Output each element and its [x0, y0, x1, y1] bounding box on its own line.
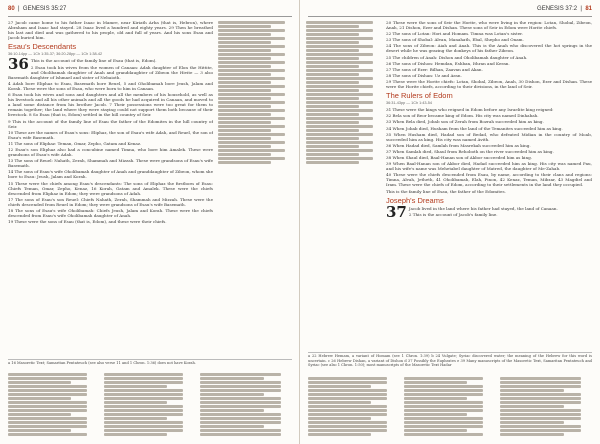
left-footnote-rule: [8, 359, 292, 360]
study-note-line: [500, 405, 564, 408]
study-note-line: [404, 429, 467, 432]
study-note-line: [104, 433, 167, 436]
section-parallel-refs: 36:10-14pp — 1Ch 1:35-37; 36:20-28pp — 1Ch 1:38-42: [8, 52, 103, 57]
study-note-line: [404, 425, 483, 428]
cross-reference-line: [306, 37, 373, 40]
study-note-line: [200, 421, 281, 424]
study-note-line: [308, 401, 371, 404]
cross-reference-line: [306, 161, 359, 164]
cross-reference-line: [218, 145, 271, 148]
left-study-notes-col-3: [200, 372, 292, 438]
verse-paragraph: 35 When Husham died, Hadad son of Bedad, who defeated Midian in the country of Moab, succeeded him as king. His city was named Avith.: [386, 131, 592, 142]
study-note-line: [104, 397, 183, 400]
cross-reference-line: [306, 53, 373, 56]
study-note-line: [500, 401, 581, 404]
verse-paragraph: 2 Esau took his wives from the women of Canaan: Adah daughter of Elon the Hittite, and Oholibamah daughter of Anah and granddaughter of Zibeon the Hivite — 3 also Basemath daughter of Ishmael and sister of Nebaioth.: [8, 64, 213, 80]
study-note-line: [308, 433, 371, 436]
study-note-line: [308, 417, 371, 420]
study-note-line: [308, 397, 387, 400]
verse-paragraph: 20 These were the sons of Seir the Horite, who were living in the region: Lotan, Shobal, Zibeon, Anah, 21 Dishon, Ezer and Dishan. These sons of Seir in Edom were Horite chiefs.: [386, 20, 592, 31]
study-note-line: [200, 429, 281, 432]
verse-paragraph: 22 The sons of Lotan: Hori and Homam. Timna was Lotan's sister.: [386, 31, 523, 37]
cross-reference-line: [218, 113, 271, 116]
verse-paragraph: 4 Adah bore Eliphaz to Esau, Basemath bore Reuel, 5 and Oholibamah bore Jeush, Jalam and Korah. These were the sons of Esau, who were born to him in Canaan.: [8, 80, 213, 91]
cross-reference-line: [218, 33, 271, 36]
right-cross-reference-column: [306, 20, 382, 165]
cross-reference-line: [306, 141, 373, 144]
verse-paragraph: 10 These are the names of Esau's sons: Eliphaz, the son of Esau's wife Adah, and Reuel, the son of Esau's wife Basemath.: [8, 129, 213, 140]
cross-reference-line: [218, 77, 285, 80]
cross-reference-line: [218, 85, 285, 88]
study-note-line: [8, 373, 87, 376]
study-note-line: [104, 413, 183, 416]
study-note-line: [404, 397, 467, 400]
verse-paragraph: 24 The sons of Zibeon: Aiah and Anah. This is the Anah who discovered the hot springs in the desert while he was grazing the donkeys of his father Zibeon.: [386, 43, 592, 54]
intro-paragraph: 27 Jacob came home to his father Isaac in Mamre, near Kiriath Arba (that is, Hebron), where Abraham and Isaac had stayed. 28 Isaac lived a hundred and eighty years. 29 Then he breathed his last and died and was gathered to his people, old and full of years. And his sons Esau and Jacob buried him.: [8, 20, 213, 41]
study-note-line: [8, 381, 71, 384]
right-study-notes-col-1: [308, 376, 398, 438]
verse-paragraph: 27 The sons of Ezer: Bilhan, Zaavan and Akan.: [386, 66, 483, 72]
left-study-notes-col-1: [8, 372, 98, 438]
left-footnote-text: a 16 Masoretic Text; Samaritan Pentateuch (see also verse 11 and 1 Chron. 1:36) does not have Korah.: [8, 361, 196, 365]
verse-paragraph: 9 This is the account of the family line of Esau the father of the Edomites in the hill country of Seir.: [8, 118, 213, 129]
right-head-rule: [308, 16, 592, 17]
left-study-notes-col-2: [104, 372, 194, 438]
left-main-column: [8, 20, 213, 358]
cross-reference-line: [306, 101, 373, 104]
study-note-line: [200, 393, 264, 396]
cross-reference-line: [218, 149, 285, 152]
study-note-line: [500, 433, 564, 436]
cross-reference-line: [218, 153, 271, 156]
study-note-line: [500, 397, 581, 400]
cross-reference-line: [218, 45, 285, 48]
study-note-line: [8, 385, 87, 388]
cross-reference-line: [218, 157, 285, 160]
study-note-line: [104, 393, 183, 396]
section-parallel-refs: 36:31-43pp — 1Ch 1:43-54: [386, 101, 433, 106]
study-note-line: [308, 413, 387, 416]
cross-reference-line: [218, 105, 271, 108]
study-note-line: [104, 405, 183, 408]
study-note-line: [8, 405, 87, 408]
left-head-rule: [8, 16, 292, 17]
study-note-line: [500, 377, 581, 380]
verse-paragraph: 12 Esau's son Eliphaz also had a concubine named Timna, who bore him Amalek. These were grandsons of Esau's wife Adah.: [8, 146, 213, 158]
cross-reference-line: [306, 93, 373, 96]
verse-paragraph: 28 The sons of Dishan: Uz and Aran.: [386, 72, 462, 78]
section-heading-josephs-dreams: Joseph's Dreams: [386, 195, 444, 205]
cross-reference-line: [306, 85, 373, 88]
study-note-line: [404, 401, 483, 404]
cross-reference-line: [306, 57, 359, 60]
study-note-line: [8, 401, 87, 404]
right-study-notes-col-2: [404, 376, 494, 438]
verse-paragraph: 39 When Baal-Hanan son of Akbor died, Hadad succeeded him as king. His city was named Pau, and his wife's name was Mehetabel daughter of Matred, the daughter of Me-Zahab.: [386, 161, 592, 172]
right-main-column: [386, 20, 592, 350]
right-running-head: GENESIS 37:2 | 81: [537, 6, 592, 12]
verse-paragraph: 32 Bela son of Beor became king of Edom. His city was named Dinhabah.: [386, 113, 539, 119]
cross-reference-line: [306, 25, 359, 28]
verse-paragraph: 33 When Bela died, Jobab son of Zerah from Bozrah succeeded him as king.: [386, 119, 544, 125]
study-note-line: [500, 413, 581, 416]
study-note-line: [404, 393, 483, 396]
study-note-line: [8, 393, 87, 396]
study-note-line: [104, 421, 183, 424]
cross-reference-line: [218, 93, 285, 96]
left-page-number: 80: [8, 6, 15, 12]
cross-reference-line: [218, 81, 271, 84]
cross-reference-line: [218, 25, 271, 28]
verse-paragraph: 38 When Shaul died, Baal-Hanan son of Akbor succeeded him as king.: [386, 154, 533, 160]
study-note-line: [308, 405, 387, 408]
study-note-line: [404, 417, 483, 420]
cross-reference-line: [218, 53, 285, 56]
study-note-line: [104, 417, 167, 420]
study-note-line: [200, 425, 264, 428]
verse-paragraph: 18 The sons of Esau's wife Oholibamah: Chiefs Jeush, Jalam and Korah. These were the chiefs descended from Esau's wife Oholibamah daughter of Anah.: [8, 208, 213, 219]
cross-reference-line: [306, 109, 373, 112]
study-note-line: [404, 405, 483, 408]
cross-reference-line: [218, 21, 285, 24]
verse-paragraph: 11 The sons of Eliphaz: Teman, Omar, Zepho, Gatam and Kenaz.: [8, 140, 142, 146]
study-note-line: [8, 389, 87, 392]
study-note-line: [104, 373, 183, 376]
section-heading-rulers: The Rulers of Edom: [386, 91, 453, 101]
section-heading-esau: Esau's Descendants: [8, 42, 77, 52]
study-note-line: [404, 381, 467, 384]
cross-reference-line: [218, 97, 271, 100]
study-note-line: [8, 377, 87, 380]
verse-paragraph: 23 The sons of Shobal: Alvan, Manahath, Ebal, Shepho and Onam.: [386, 37, 524, 43]
cross-reference-line: [306, 137, 359, 140]
cross-reference-line: [218, 101, 285, 104]
study-note-line: [200, 381, 281, 384]
cross-reference-line: [218, 137, 271, 140]
study-note-line: [200, 373, 281, 376]
cross-reference-line: [218, 37, 285, 40]
cross-reference-line: [306, 117, 373, 120]
study-note-line: [104, 425, 183, 428]
study-note-line: [404, 433, 483, 436]
cross-reference-line: [306, 153, 359, 156]
cross-reference-line: [218, 29, 285, 32]
cross-reference-line: [306, 149, 373, 152]
study-note-line: [404, 385, 483, 388]
cross-reference-line: [218, 161, 271, 164]
left-cross-reference-column: [218, 20, 294, 165]
study-note-line: [104, 409, 183, 412]
cross-reference-line: [218, 65, 271, 68]
verse-paragraph: 19 These were the sons of Esau (that is, Edom), and these were their chiefs.: [8, 219, 167, 225]
study-note-line: [200, 397, 281, 400]
chapter-number-37: 37: [386, 202, 407, 221]
study-note-line: [308, 381, 387, 384]
cross-reference-line: [306, 45, 373, 48]
study-note-line: [104, 401, 167, 404]
study-note-line: [8, 425, 87, 428]
cross-reference-line: [218, 69, 285, 72]
right-footnote-text: a 22 Hebrew Hemam, a variant of Homam (see 1 Chron. 1:39) b 24 Vulgate; Syriac discovered water; the meaning of the Hebrew for this word is uncertain. c 26 Hebrew Dishan, a variant of Dishon d 37 Possibly the Euphrates e 39 Many manuscripts of the Masoretic Text, Samaritan Pentateuch and Syriac (see also 1 Chron. 1:50); most manuscripts of the Masoretic Text Hadar: [308, 354, 592, 367]
left-running-head-title: GENESIS 35:27: [22, 6, 67, 12]
study-note-line: [308, 409, 387, 412]
right-running-head-title: GENESIS 37:2: [537, 6, 578, 12]
right-page-number: 81: [585, 6, 592, 12]
cross-reference-line: [306, 157, 373, 160]
study-note-line: [404, 389, 483, 392]
verse-paragraph: 26 The sons of Dishon: Hemdan, Eshban, Ithran and Keran.: [386, 60, 510, 66]
study-note-line: [404, 409, 483, 412]
verse-paragraph: 6 Esau took his wives and sons and daughters and all the members of his household, as well as his livestock and all his other animals and all the goods he had acquired in Canaan, and moved to a land some distance from his brother Jacob. 7 Their possessions were too great for them to remain together; the land where they were staying could not support them both because of their livestock. 8 So Esau (that is, Edom) settled in the hill country of Seir.: [8, 92, 213, 118]
cross-reference-line: [306, 73, 359, 76]
cross-reference-line: [306, 61, 373, 64]
verse-paragraph: 37 When Samlah died, Shaul from Rehoboth on the river succeeded him as king.: [386, 148, 554, 154]
verse-paragraph: 34 When Jobab died, Husham from the land of the Temanites succeeded him as king.: [386, 125, 563, 131]
cross-reference-line: [306, 125, 373, 128]
cross-reference-line: [306, 65, 359, 68]
study-note-line: [200, 413, 281, 416]
verse-paragraph: 15 These were the chiefs among Esau's descendants: The sons of Eliphaz the firstborn of Esau: Chiefs Teman, Omar, Zepho, Kenaz, 16 Korah, Gatam and Amalek. These were the chiefs descended from Eliphaz in Edom; they were grandsons of Adah.: [8, 180, 213, 196]
cross-reference-line: [306, 21, 373, 24]
study-note-line: [200, 389, 281, 392]
study-note-line: [308, 385, 371, 388]
cross-reference-line: [218, 141, 285, 144]
study-note-line: [200, 409, 264, 412]
cross-reference-line: [218, 125, 285, 128]
verse-paragraph: 13 The sons of Reuel: Nahath, Zerah, Shammah and Mizzah. These were grandsons of Esau's wife Basemath.: [8, 158, 213, 169]
cross-reference-line: [306, 33, 359, 36]
cross-reference-line: [306, 113, 359, 116]
verse-paragraph: 17 The sons of Esau's son Reuel: Chiefs Nahath, Zerah, Shammah and Mizzah. These were the chiefs descended from Reuel in Edom; they were grandsons of Esau's wife Basemath.: [8, 196, 213, 207]
cross-reference-line: [218, 57, 271, 60]
study-note-line: [404, 421, 483, 424]
study-note-line: [200, 401, 281, 404]
cross-reference-line: [218, 41, 271, 44]
study-note-line: [308, 377, 387, 380]
cross-reference-line: [306, 105, 359, 108]
cross-reference-line: [306, 41, 359, 44]
study-note-line: [104, 381, 183, 384]
study-note-line: [104, 385, 167, 388]
study-note-line: [500, 381, 581, 384]
study-note-line: [500, 417, 581, 420]
study-note-line: [8, 433, 87, 436]
study-note-line: [308, 425, 387, 428]
study-note-line: [200, 377, 264, 380]
cross-reference-line: [306, 81, 359, 84]
study-note-line: [8, 429, 71, 432]
cross-reference-line: [218, 117, 285, 120]
chapter-number-36: 36: [8, 55, 29, 74]
verse-paragraph: 36 When Hadad died, Samlah from Masrekah succeeded him as king.: [386, 142, 531, 148]
left-running-head: 80 | GENESIS 35:27: [8, 6, 67, 12]
study-note-line: [500, 425, 581, 428]
cross-reference-line: [218, 49, 271, 52]
right-footnote: [308, 354, 592, 369]
study-note-line: [104, 389, 183, 392]
left-footnote: [8, 361, 292, 367]
verse-paragraph: This is the family line of Esau, the father of the Edomites.: [386, 188, 506, 194]
cross-reference-line: [306, 97, 359, 100]
study-note-line: [308, 389, 387, 392]
right-page: [300, 0, 600, 444]
verse-paragraph: 31 These were the kings who reigned in Edom before any Israelite king reigned:: [386, 107, 554, 113]
verse-paragraph: 29 These were the Horite chiefs: Lotan, Shobal, Zibeon, Anah, 30 Dishon, Ezer and Dishan. These were the Horite chiefs, according to their divisions, in the land of Seir.: [386, 78, 592, 90]
cross-reference-line: [306, 49, 359, 52]
study-note-line: [200, 417, 281, 420]
study-note-line: [500, 385, 581, 388]
study-note-line: [404, 377, 483, 380]
cross-reference-line: [218, 121, 271, 124]
study-note-line: [308, 421, 387, 424]
study-note-line: [200, 405, 281, 408]
cross-reference-line: [218, 89, 271, 92]
cross-reference-line: [218, 73, 271, 76]
cross-reference-line: [306, 121, 359, 124]
verse-paragraph: 2 This is the account of Jacob's family line.: [408, 211, 498, 217]
study-note-line: [308, 429, 387, 432]
verse-paragraph: 25 The children of Anah: Dishon and Oholibamah daughter of Anah.: [386, 54, 528, 60]
study-note-line: [500, 409, 581, 412]
study-note-line: [200, 433, 281, 436]
cross-reference-line: [306, 77, 373, 80]
study-note-line: [500, 393, 581, 396]
study-note-line: [8, 421, 87, 424]
cross-reference-line: [218, 61, 285, 64]
right-study-notes-col-3: [500, 376, 592, 438]
study-note-line: [500, 421, 564, 424]
cross-reference-line: [218, 129, 271, 132]
cross-reference-line: [306, 129, 359, 132]
study-note-line: [200, 385, 281, 388]
study-note-line: [8, 413, 71, 416]
chapter-36-lead-text: This is the account of the family line of Esau (that is, Edom).: [30, 58, 157, 64]
study-note-line: [308, 393, 387, 396]
cross-reference-line: [306, 133, 373, 136]
study-note-line: [500, 429, 581, 432]
chapter-37-lead-text: Jacob lived in the land where his father had stayed, the land of Canaan.: [408, 205, 558, 211]
study-note-line: [404, 413, 467, 416]
verse-paragraph: 40 These were the chiefs descended from Esau, by name, according to their clans and regions: Timna, Alvah, Jetheth, 41 Oholibamah, Elah, Pinon, 42 Kenaz, Teman, Mibzar, 43 Magdiel and Iram. These were the chiefs of Edom, according to their settlements in the land they occupied.: [386, 172, 592, 188]
verse-paragraph: 14 The sons of Esau's wife Oholibamah daughter of Anah and granddaughter of Zibeon, whom she bore to Esau: Jeush, Jalam and Korah.: [8, 169, 213, 180]
cross-reference-line: [218, 109, 285, 112]
study-note-line: [8, 417, 87, 420]
right-footnote-rule: [308, 352, 592, 353]
study-note-line: [8, 409, 87, 412]
study-note-line: [104, 429, 183, 432]
study-note-line: [8, 397, 71, 400]
study-note-line: [500, 389, 564, 392]
cross-reference-line: [306, 69, 373, 72]
cross-reference-line: [306, 89, 359, 92]
cross-reference-line: [218, 133, 285, 136]
study-note-line: [104, 377, 183, 380]
cross-reference-line: [306, 29, 373, 32]
cross-reference-line: [306, 145, 359, 148]
